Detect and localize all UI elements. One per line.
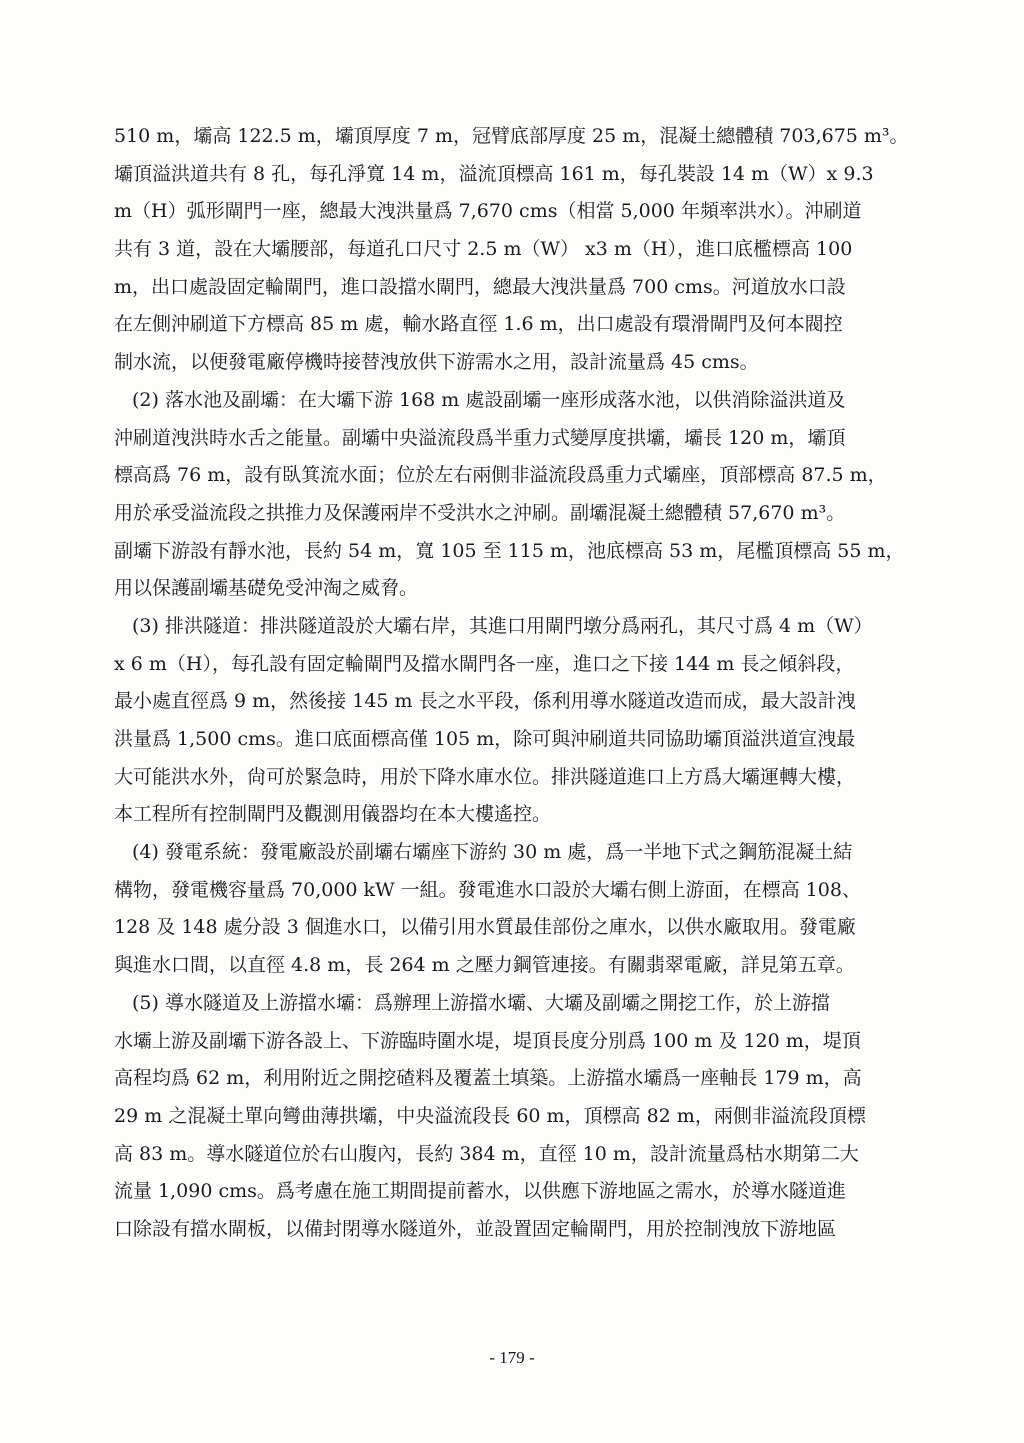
paragraph-3-start-line: (3) 排洪隧道：排洪隧道設於大壩右岸，其進口用閘門墩分爲兩孔，其尺寸爲 4 m（W） xyxy=(132,614,873,637)
text-line: 副壩下游設有靜水池，長約 54 m，寬 105 至 115 m，池底標高 53 m，尾檻頂標高 55 m， xyxy=(114,539,905,562)
text-line: 構物，發電機容量爲 70,000 kW 一組。發電進水口設於大壩右側上游面，在標高 108、 xyxy=(114,878,861,901)
text-line: 標高爲 76 m，設有臥箕流水面；位於左右兩側非溢流段爲重力式壩座，頂部標高 87.5 m， xyxy=(114,464,887,487)
text-line: 用以保護副壩基礎免受沖淘之威脅。 xyxy=(114,577,419,600)
paragraph-5-start-line: (5) 導水隧道及上游擋水壩：爲辦理上游擋水壩、大壩及副壩之開挖工作，於上游擋 xyxy=(132,991,830,1014)
text-line: 128 及 148 處分設 3 個進水口，以備引用水質最佳部份之庫水，以供水廠取用。發電廠 xyxy=(114,916,856,939)
text-line: 在左側沖刷道下方標高 85 m 處，輸水路直徑 1.6 m，出口處設有環滑閘門及何本閥控 xyxy=(114,313,843,336)
body-text xyxy=(114,118,912,1249)
text-line: m（H）弧形閘門一座，總最大洩洪量爲 7,670 cms（相當 5,000 年頻率洪水）。沖刷道 xyxy=(114,200,862,223)
text-line: 與進水口間，以直徑 4.8 m，長 264 m 之壓力鋼管連接。有關翡翠電廠，詳見第五章。 xyxy=(114,954,855,977)
text-line: 共有 3 道，設在大壩腰部，每道孔口尺寸 2.5 m（W） x3 m（H），進口底檻標高 100 xyxy=(114,238,853,261)
page-number: - 179 - xyxy=(489,1348,535,1367)
text-line: 水壩上游及副壩下游各設上、下游臨時圍水堤，堤頂長度分別爲 100 m 及 120 m，堤頂 xyxy=(114,1029,861,1052)
paragraph-4-start-line: (4) 發電系統：發電廠設於副壩右壩座下游約 30 m 處，爲一半地下式之鋼筋混凝土結 xyxy=(132,841,853,864)
text-line: 高程均爲 62 m，利用附近之開挖碴料及覆蓋土填築。上游擋水壩爲一座軸長 179 m，高 xyxy=(114,1067,862,1090)
text-line: 流量 1,090 cms。爲考慮在施工期間提前蓄水，以供應下游地區之需水，於導水隧道進 xyxy=(114,1180,846,1203)
text-line: 制水流，以便發電廠停機時接替洩放供下游需水之用，設計流量爲 45 cms。 xyxy=(114,351,759,374)
text-line: 大可能洪水外，尙可於緊急時，用於下降水庫水位。排洪隧道進口上方爲大壩運轉大樓， xyxy=(114,765,856,788)
text-line: 510 m，壩高 122.5 m，壩頂厚度 7 m，冠臂底部厚度 25 m，混凝土總體積 703,675 m³。 xyxy=(114,125,909,147)
paragraph-2-start-line: (2) 落水池及副壩：在大壩下游 168 m 處設副壩一座形成落水池，以供消除溢洪道及 xyxy=(132,388,846,411)
text-line: 壩頂溢洪道共有 8 孔，每孔淨寬 14 m，溢流頂標高 161 m，每孔裝設 14 m（W）x 9.3 xyxy=(114,162,874,185)
text-line: x 6 m（H），每孔設有固定輪閘門及擋水閘門各一座，進口之下接 144 m 長之傾斜段， xyxy=(114,652,855,675)
text-line: 本工程所有控制閘門及觀測用儀器均在本大樓遙控。 xyxy=(114,803,552,826)
text-line: 最小處直徑爲 9 m，然後接 145 m 長之水平段，係利用導水隧道改造而成，最大設計洩 xyxy=(114,690,856,713)
text-line: 高 83 m。導水隧道位於右山腹內，長約 384 m，直徑 10 m，設計流量爲枯水期第二大 xyxy=(114,1142,859,1165)
text-line: 29 m 之混凝土單向彎曲薄拱壩，中央溢流段長 60 m，頂標高 82 m，兩側非溢流段頂標 xyxy=(114,1104,866,1127)
text-line: 口除設有擋水閘板，以備封閉導水隧道外，並設置固定輪閘門，用於控制洩放下游地區 xyxy=(114,1217,837,1240)
text-line: m，出口處設固定輪閘門，進口設擋水閘門，總最大洩洪量爲 700 cms。河道放水口設 xyxy=(114,275,846,298)
text-line: 用於承受溢流段之拱推力及保護兩岸不受洪水之沖刷。副壩混凝土總體積 57,670 m³。 xyxy=(114,501,846,524)
text-line: 沖刷道洩洪時水舌之能量。副壩中央溢流段爲半重力式變厚度拱壩，壩長 120 m，壩頂 xyxy=(114,426,846,449)
text-line: 洪量爲 1,500 cms。進口底面標高僅 105 m，除可與沖刷道共同協助壩頂溢洪道宣洩最 xyxy=(114,728,856,750)
